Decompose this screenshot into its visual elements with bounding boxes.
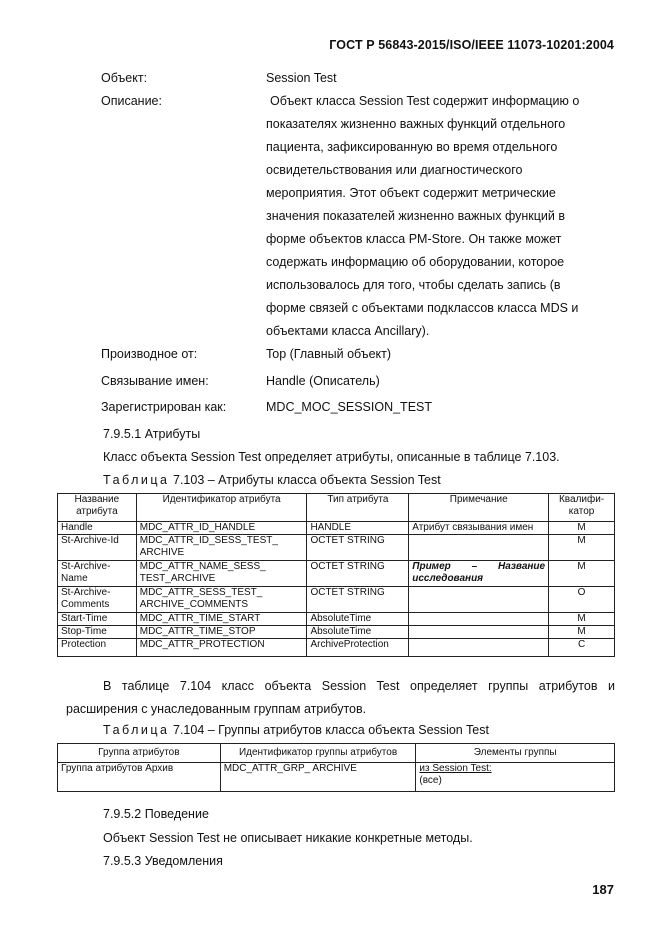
table-cell: MDC_ATTR_NAME_SESS_ TEST_ARCHIVE bbox=[136, 561, 307, 587]
table-cell: M bbox=[549, 613, 615, 626]
table-header-cell: Тип атрибута bbox=[307, 494, 409, 522]
table-cell: Start-Time bbox=[58, 613, 137, 626]
table-header-cell: Элементы группы bbox=[416, 744, 615, 763]
table103-caption-text: 7.103 – Атрибуты класса объекта Session Test bbox=[173, 473, 441, 487]
value-derived: Top (Главный объект) bbox=[266, 347, 392, 361]
description-line: Объект класса Session Test содержит информацию о bbox=[270, 94, 580, 108]
table-attribute-groups-7104 bbox=[57, 743, 615, 792]
table-cell: St-Archive-Comments bbox=[58, 587, 137, 613]
label-naming: Связывание имен: bbox=[101, 374, 209, 388]
table104-caption-text: 7.104 – Группы атрибутов класса объекта Session Test bbox=[173, 723, 489, 737]
table-cell bbox=[409, 535, 549, 561]
elements-link[interactable]: из Session Test: bbox=[419, 763, 492, 774]
table-cell bbox=[409, 613, 549, 626]
label-derived: Производное от: bbox=[101, 347, 198, 361]
para104-line1: В таблице 7.104 класс объекта Session Test определяет группы атрибутов и bbox=[103, 679, 615, 693]
table-row bbox=[58, 613, 615, 626]
table-header-row bbox=[58, 744, 615, 763]
table-cell: M bbox=[549, 561, 615, 587]
table-cell: OCTET STRING bbox=[307, 587, 409, 613]
table-row bbox=[58, 639, 615, 657]
table-cell-note-example bbox=[409, 561, 549, 587]
label-object: Объект: bbox=[101, 71, 148, 85]
table104-caption-prefix: Таблица bbox=[103, 723, 170, 737]
table-cell: Группа атрибутов Архив bbox=[58, 763, 221, 792]
table-cell: C bbox=[549, 639, 615, 657]
table-header-cell: Название атрибута bbox=[58, 494, 137, 522]
table-cell: OCTET STRING bbox=[307, 535, 409, 561]
value-object: Session Test bbox=[266, 71, 337, 85]
table-row bbox=[58, 522, 615, 535]
table-row bbox=[58, 763, 615, 792]
table-cell: MDC_ATTR_TIME_START bbox=[136, 613, 307, 626]
table-cell: HANDLE bbox=[307, 522, 409, 535]
table-header-cell: Группа атрибутов bbox=[58, 744, 221, 763]
table-header-cell: Квалифи-катор bbox=[549, 494, 615, 522]
table-cell bbox=[409, 626, 549, 639]
table-cell: MDC_ATTR_TIME_STOP bbox=[136, 626, 307, 639]
table-cell: M bbox=[549, 522, 615, 535]
table-cell bbox=[409, 587, 549, 613]
table-row bbox=[58, 561, 615, 587]
value-registered: MDC_MOC_SESSION_TEST bbox=[266, 400, 433, 414]
document-standard-header: ГОСТ Р 56843-2015/ISO/IEEE 11073-10201:2004 bbox=[329, 38, 614, 52]
description-line: содержать информацию об оборудовании, которое bbox=[266, 255, 565, 269]
description-line: форме связей с объектами подклассов класса MDS и bbox=[266, 301, 579, 315]
table-cell bbox=[409, 639, 549, 657]
table-cell: AbsoluteTime bbox=[307, 626, 409, 639]
table-cell: ArchiveProtection bbox=[307, 639, 409, 657]
table-cell: AbsoluteTime bbox=[307, 613, 409, 626]
table-cell: MDC_ATTR_ID_SESS_TEST_ ARCHIVE bbox=[136, 535, 307, 561]
section-notifications-heading: 7.9.5.3 Уведомления bbox=[103, 854, 223, 868]
table103-caption bbox=[103, 473, 441, 487]
table-cell: MDC_ATTR_PROTECTION bbox=[136, 639, 307, 657]
elements-all: (все) bbox=[419, 775, 442, 786]
table-cell: O bbox=[549, 587, 615, 613]
page-number: 187 bbox=[592, 882, 614, 897]
table-cell: MDC_ATTR_SESS_TEST_ ARCHIVE_COMMENTS bbox=[136, 587, 307, 613]
note-example-word: – bbox=[471, 561, 478, 572]
section-behavior-heading: 7.9.5.2 Поведение bbox=[103, 807, 209, 821]
table-cell: MDC_ATTR_ID_HANDLE bbox=[136, 522, 307, 535]
value-naming: Handle (Описатель) bbox=[266, 374, 380, 388]
table-row bbox=[58, 535, 615, 561]
table-attributes-7103 bbox=[57, 493, 615, 657]
table-cell: Stop-Time bbox=[58, 626, 137, 639]
table-cell: M bbox=[549, 535, 615, 561]
description-text bbox=[266, 90, 614, 343]
section-attributes-text: Класс объекта Session Test определяет атрибуты, описанные в таблице 7.103. bbox=[103, 450, 560, 464]
description-line: значения показателей жизненно важных функций в bbox=[266, 209, 565, 223]
note-example-word: Пример bbox=[412, 561, 451, 572]
label-description: Описание: bbox=[101, 94, 162, 108]
table-header-cell: Идентификатор группы атрибутов bbox=[220, 744, 416, 763]
table-cell: MDC_ATTR_GRP_ ARCHIVE bbox=[220, 763, 416, 792]
table-cell: St-Archive-Name bbox=[58, 561, 137, 587]
table-cell: M bbox=[549, 626, 615, 639]
description-line: освидетельствования или диагностического bbox=[266, 163, 523, 177]
description-line: форме объектов класса PM-Store. Он также может bbox=[266, 232, 562, 246]
table-cell: Атрибут связывания имен bbox=[409, 522, 549, 535]
description-line: пациента, зафиксированную во время отдельного bbox=[266, 140, 558, 154]
table-cell: St-Archive-Id bbox=[58, 535, 137, 561]
note-example-line2: исследования bbox=[412, 573, 484, 584]
table-row bbox=[58, 587, 615, 613]
table-row bbox=[58, 626, 615, 639]
section-attributes-heading: 7.9.5.1 Атрибуты bbox=[103, 427, 201, 441]
table103-caption-prefix: Таблица bbox=[103, 473, 170, 487]
table-cell: Protection bbox=[58, 639, 137, 657]
description-line: мероприятия. Этот объект содержит метрические bbox=[266, 186, 556, 200]
table-header-cell: Идентификатор атрибута bbox=[136, 494, 307, 522]
section-behavior-text: Объект Session Test не описывает никакие конкретные методы. bbox=[103, 831, 473, 845]
description-line: использовалось для того, чтобы сделать запись (в bbox=[266, 278, 561, 292]
note-example-word: Название bbox=[498, 561, 546, 572]
label-registered: Зарегистрирован как: bbox=[101, 400, 227, 414]
table104-caption bbox=[103, 723, 489, 737]
table-header-row bbox=[58, 494, 615, 522]
table-header-cell: Примечание bbox=[409, 494, 549, 522]
para104-line2: расширения с унаследованным группам атрибутов. bbox=[66, 702, 367, 716]
table-cell-elements bbox=[416, 763, 615, 792]
note-example-line1 bbox=[412, 561, 545, 573]
table-cell: Handle bbox=[58, 522, 137, 535]
description-line: показателях жизненно важных функций отдельного bbox=[266, 117, 566, 131]
description-line: объектами класса Ancillary). bbox=[266, 324, 430, 338]
table-cell: OCTET STRING bbox=[307, 561, 409, 587]
